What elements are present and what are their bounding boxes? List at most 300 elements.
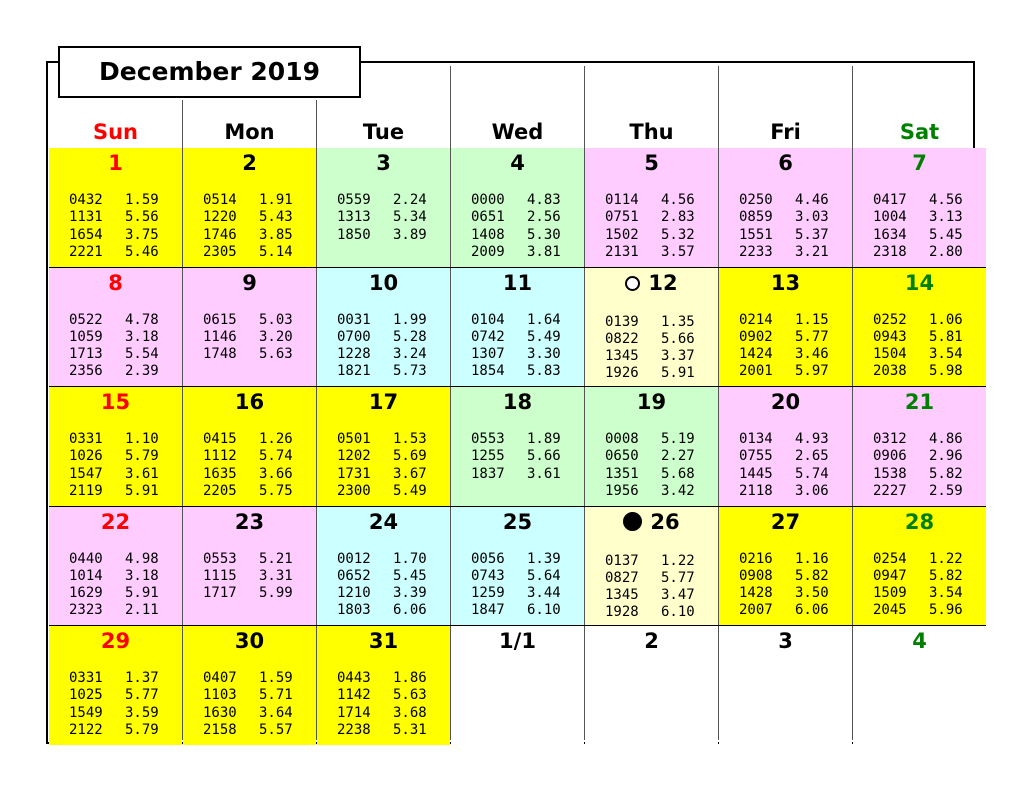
weekday-header-fri: Fri xyxy=(770,120,801,144)
tide-time: 2238 xyxy=(337,721,371,738)
tide-height: 5.66 xyxy=(661,330,695,347)
tide-height: 4.83 xyxy=(527,192,561,208)
tide-row xyxy=(873,568,969,585)
tide-time: 0906 xyxy=(873,448,907,465)
tide-time: 1731 xyxy=(337,465,371,482)
day-label: 27 xyxy=(770,509,801,534)
tide-height: 1.16 xyxy=(795,550,829,567)
tide-time: 1713 xyxy=(69,346,103,363)
tide-height: 2.80 xyxy=(929,243,963,260)
tide-row xyxy=(605,604,701,621)
tide-row xyxy=(69,227,165,244)
tide-height: 5.34 xyxy=(393,209,427,226)
tide-height: 4.86 xyxy=(929,431,963,447)
tide-height: 1.22 xyxy=(661,552,695,569)
week-divider xyxy=(49,625,986,626)
day-cell xyxy=(451,387,584,506)
day-label: 4 xyxy=(912,629,927,653)
tide-row xyxy=(471,568,567,585)
tide-height: 4.78 xyxy=(125,311,159,328)
tide-time: 1538 xyxy=(873,465,907,482)
tide-time: 0440 xyxy=(69,550,103,567)
tide-row xyxy=(873,312,969,329)
day-label: 30 xyxy=(234,629,265,653)
day-label: 20 xyxy=(770,390,801,414)
full-moon-icon xyxy=(625,276,640,291)
tide-list xyxy=(69,192,165,261)
tide-height: 4.98 xyxy=(125,550,159,567)
tide-height: 5.98 xyxy=(929,363,963,380)
tide-row xyxy=(873,585,969,602)
tide-time: 0254 xyxy=(873,550,907,567)
tide-height: 5.37 xyxy=(795,226,829,243)
day-label: 23 xyxy=(234,509,265,534)
tide-row xyxy=(337,568,433,585)
tide-list xyxy=(337,312,433,381)
day-number xyxy=(49,507,182,537)
day-cell xyxy=(183,148,316,267)
day-number xyxy=(317,148,450,178)
tide-height: 5.64 xyxy=(527,567,561,584)
tide-height: 3.37 xyxy=(661,348,695,365)
tide-row xyxy=(739,209,835,226)
tide-row xyxy=(739,312,835,329)
tide-time: 0250 xyxy=(739,192,773,208)
tide-height: 5.49 xyxy=(527,328,561,345)
tide-row xyxy=(337,363,433,380)
day-cell xyxy=(853,626,986,745)
tide-list xyxy=(203,431,299,500)
tide-height: 5.21 xyxy=(259,550,293,567)
tide-row xyxy=(873,483,969,500)
tide-height: 5.79 xyxy=(125,721,159,738)
tide-row xyxy=(873,244,969,261)
tide-row xyxy=(69,329,165,346)
tide-row xyxy=(873,227,969,244)
tide-time: 0822 xyxy=(605,330,639,347)
day-label: 11 xyxy=(502,270,533,295)
weekday-header-sat: Sat xyxy=(899,120,940,144)
tide-list xyxy=(873,192,969,261)
tide-time: 1654 xyxy=(69,226,103,243)
tide-row xyxy=(605,244,701,261)
tide-height: 1.59 xyxy=(259,670,293,686)
tide-height: 2.11 xyxy=(125,602,159,619)
tide-time: 1351 xyxy=(605,465,639,482)
tide-row xyxy=(203,346,299,363)
day-cell xyxy=(451,148,584,267)
tide-time: 1850 xyxy=(337,226,371,243)
tide-row xyxy=(69,363,165,380)
tide-row xyxy=(873,466,969,483)
tide-time: 1821 xyxy=(337,363,371,380)
tide-height: 5.75 xyxy=(259,482,293,499)
tide-height: 6.06 xyxy=(795,602,829,619)
day-label: 22 xyxy=(100,509,131,534)
tide-time: 0522 xyxy=(69,311,103,328)
weekday-header-sun: Sun xyxy=(92,120,139,144)
tide-height: 3.24 xyxy=(393,346,427,363)
tide-time: 2007 xyxy=(739,602,773,619)
tide-time: 2221 xyxy=(69,243,103,260)
day-label: 6 xyxy=(778,151,793,175)
tide-time: 1748 xyxy=(203,346,237,363)
tide-height: 1.91 xyxy=(259,192,293,208)
tide-list xyxy=(605,553,701,622)
tide-time: 0553 xyxy=(471,431,505,447)
tide-list xyxy=(203,192,299,261)
day-cell xyxy=(853,387,986,506)
tide-time: 0012 xyxy=(337,550,371,567)
tide-row xyxy=(203,466,299,483)
tide-time: 1635 xyxy=(203,465,237,482)
tide-height: 5.32 xyxy=(661,226,695,243)
tide-row xyxy=(203,312,299,329)
day-label: 8 xyxy=(108,270,123,295)
tide-height: 6.10 xyxy=(661,604,695,621)
tide-height: 6.06 xyxy=(393,602,427,619)
tide-time: 1549 xyxy=(69,704,103,721)
tide-time: 1228 xyxy=(337,346,371,363)
tide-height: 3.46 xyxy=(795,346,829,363)
tide-height: 1.10 xyxy=(125,431,159,447)
tide-time: 1502 xyxy=(605,226,639,243)
new-moon-icon xyxy=(623,512,642,531)
tide-row xyxy=(605,365,701,382)
day-label: 25 xyxy=(502,509,533,534)
tide-time: 2158 xyxy=(203,721,237,738)
day-cell xyxy=(49,507,182,626)
tide-height: 2.27 xyxy=(661,448,695,465)
tide-height: 2.24 xyxy=(393,192,427,208)
tide-time: 0615 xyxy=(203,311,237,328)
tide-time: 1103 xyxy=(203,687,237,704)
tide-list xyxy=(69,431,165,500)
tide-row xyxy=(69,448,165,465)
tide-time: 1847 xyxy=(471,602,505,619)
tide-time: 0553 xyxy=(203,550,237,567)
tide-time: 1928 xyxy=(605,604,639,621)
tide-time: 2305 xyxy=(203,243,237,260)
tide-time: 1746 xyxy=(203,226,237,243)
day-label: 19 xyxy=(636,390,667,414)
tide-row xyxy=(605,483,701,500)
tide-height: 5.57 xyxy=(259,721,293,738)
tide-time: 1803 xyxy=(337,602,371,619)
week-divider xyxy=(49,386,986,387)
tide-height: 4.93 xyxy=(795,431,829,447)
tide-row xyxy=(337,466,433,483)
tide-height: 3.47 xyxy=(661,587,695,604)
day-cell xyxy=(317,626,450,745)
tide-list xyxy=(69,670,165,739)
day-label: 10 xyxy=(368,270,399,295)
weekday-header-wed: Wed xyxy=(491,120,544,144)
tide-row xyxy=(471,227,567,244)
tide-list xyxy=(69,312,165,381)
day-number xyxy=(719,387,852,417)
tide-time: 1014 xyxy=(69,567,103,584)
day-cell xyxy=(451,268,584,387)
tide-time: 1629 xyxy=(69,585,103,602)
tide-height: 3.59 xyxy=(125,704,159,721)
day-cell xyxy=(317,268,450,387)
tide-time: 1424 xyxy=(739,346,773,363)
tide-time: 2227 xyxy=(873,482,907,499)
tide-height: 3.81 xyxy=(527,243,561,260)
tide-row xyxy=(873,602,969,619)
tide-row xyxy=(739,329,835,346)
tide-time: 2205 xyxy=(203,482,237,499)
tide-height: 1.89 xyxy=(527,431,561,447)
tide-list xyxy=(471,431,567,483)
tide-row xyxy=(203,448,299,465)
tide-list xyxy=(739,551,835,620)
day-label: 17 xyxy=(368,390,399,414)
tide-height: 3.20 xyxy=(259,328,293,345)
weekday-header-mon: Mon xyxy=(224,120,275,144)
tide-list xyxy=(337,670,433,739)
tide-list xyxy=(873,431,969,500)
tide-time: 0415 xyxy=(203,431,237,447)
tide-time: 1504 xyxy=(873,346,907,363)
tide-time: 0514 xyxy=(203,192,237,208)
tide-height: 3.21 xyxy=(795,243,829,260)
day-label: 1/1 xyxy=(499,629,536,653)
day-number xyxy=(719,507,852,537)
tide-time: 0650 xyxy=(605,448,639,465)
tide-height: 5.03 xyxy=(259,311,293,328)
tide-time: 2323 xyxy=(69,602,103,619)
tide-time: 1142 xyxy=(337,687,371,704)
day-number xyxy=(451,626,584,656)
tide-time: 1547 xyxy=(69,465,103,482)
tide-time: 0407 xyxy=(203,670,237,686)
tide-list xyxy=(337,431,433,500)
tide-height: 5.77 xyxy=(795,328,829,345)
tide-row xyxy=(69,585,165,602)
day-cell xyxy=(719,626,852,745)
day-cell xyxy=(49,387,182,506)
tide-height: 5.45 xyxy=(393,567,427,584)
day-number xyxy=(719,268,852,298)
day-label: 2 xyxy=(242,151,257,175)
tide-row xyxy=(337,670,433,687)
tide-row xyxy=(739,363,835,380)
tide-row xyxy=(605,314,701,331)
tide-time: 2001 xyxy=(739,363,773,380)
tide-time: 2318 xyxy=(873,243,907,260)
tide-height: 5.91 xyxy=(125,482,159,499)
tide-height: 5.49 xyxy=(393,482,427,499)
tide-height: 5.96 xyxy=(929,602,963,619)
tide-row xyxy=(337,705,433,722)
day-number xyxy=(585,507,718,537)
tide-row xyxy=(739,551,835,568)
day-number xyxy=(719,626,852,656)
day-label: 9 xyxy=(242,270,257,295)
tide-row xyxy=(69,346,165,363)
weekday-header-thu: Thu xyxy=(629,120,674,144)
tide-time: 1220 xyxy=(203,209,237,226)
day-label: 16 xyxy=(234,390,265,414)
tide-time: 1428 xyxy=(739,585,773,602)
tide-row xyxy=(203,209,299,226)
day-cell xyxy=(585,148,718,267)
tide-time: 1313 xyxy=(337,209,371,226)
tide-time: 1112 xyxy=(203,448,237,465)
tide-list xyxy=(203,670,299,739)
tide-row xyxy=(471,209,567,226)
day-number xyxy=(853,268,986,298)
tide-list xyxy=(337,192,433,244)
tide-height: 3.50 xyxy=(795,585,829,602)
tide-time: 0432 xyxy=(69,192,103,208)
day-label: 28 xyxy=(904,509,935,534)
tide-row xyxy=(873,192,969,209)
day-number xyxy=(451,507,584,537)
tide-list xyxy=(337,551,433,620)
tide-height: 5.77 xyxy=(661,569,695,586)
tide-time: 0000 xyxy=(471,192,505,208)
tide-row xyxy=(203,551,299,568)
tide-time: 0134 xyxy=(739,431,773,447)
day-label: 4 xyxy=(510,151,525,175)
tide-row xyxy=(69,602,165,619)
tide-height: 5.82 xyxy=(929,465,963,482)
tide-time: 1551 xyxy=(739,226,773,243)
tide-row xyxy=(203,431,299,448)
tide-row xyxy=(471,192,567,209)
tide-row xyxy=(337,722,433,739)
day-label: 18 xyxy=(502,390,533,414)
day-number xyxy=(49,626,182,656)
tide-time: 2131 xyxy=(605,243,639,260)
tide-row xyxy=(203,568,299,585)
tide-time: 1854 xyxy=(471,363,505,380)
tide-height: 3.61 xyxy=(527,465,561,482)
tide-list xyxy=(203,551,299,603)
day-cell xyxy=(183,268,316,387)
day-number xyxy=(451,387,584,417)
tide-time: 1026 xyxy=(69,448,103,465)
tide-row xyxy=(605,331,701,348)
tide-time: 1509 xyxy=(873,585,907,602)
tide-time: 2118 xyxy=(739,482,773,499)
tide-row xyxy=(337,227,433,244)
day-number xyxy=(317,268,450,298)
tide-height: 1.59 xyxy=(125,192,159,208)
tide-row xyxy=(203,483,299,500)
tide-row xyxy=(337,329,433,346)
tide-time: 1059 xyxy=(69,328,103,345)
tide-height: 3.18 xyxy=(125,567,159,584)
day-label: 3 xyxy=(376,151,391,175)
tide-row xyxy=(69,192,165,209)
tide-height: 6.10 xyxy=(527,602,561,619)
tide-height: 2.96 xyxy=(929,448,963,465)
tide-height: 3.61 xyxy=(125,465,159,482)
day-number xyxy=(451,148,584,178)
tide-row xyxy=(873,448,969,465)
tide-height: 1.35 xyxy=(661,313,695,330)
day-label: 13 xyxy=(770,270,801,295)
tide-time: 1717 xyxy=(203,585,237,602)
tide-row xyxy=(337,687,433,704)
tide-row xyxy=(873,551,969,568)
tide-height: 3.64 xyxy=(259,704,293,721)
tide-row xyxy=(337,585,433,602)
day-number xyxy=(853,507,986,537)
tide-time: 0501 xyxy=(337,431,371,447)
day-label: 24 xyxy=(368,509,399,534)
tide-row xyxy=(605,448,701,465)
tide-row xyxy=(471,466,567,483)
tide-time: 0902 xyxy=(739,328,773,345)
tide-row xyxy=(69,722,165,739)
tide-height: 5.43 xyxy=(259,209,293,226)
tide-row xyxy=(739,483,835,500)
tide-row xyxy=(337,448,433,465)
tide-time: 0417 xyxy=(873,192,907,208)
tide-height: 5.28 xyxy=(393,328,427,345)
tide-time: 1146 xyxy=(203,328,237,345)
day-number xyxy=(585,148,718,178)
day-label: 14 xyxy=(904,270,935,295)
day-label: 1 xyxy=(108,151,123,175)
tide-height: 5.77 xyxy=(125,687,159,704)
tide-height: 5.19 xyxy=(661,431,695,447)
tide-row xyxy=(739,448,835,465)
tide-row xyxy=(337,192,433,209)
tide-row xyxy=(873,209,969,226)
tide-time: 1634 xyxy=(873,226,907,243)
tide-height: 3.75 xyxy=(125,226,159,243)
tide-height: 1.86 xyxy=(393,670,427,686)
day-cell xyxy=(853,268,986,387)
tide-time: 1408 xyxy=(471,226,505,243)
day-cell xyxy=(853,148,986,267)
tide-list xyxy=(471,551,567,620)
tide-height: 2.83 xyxy=(661,209,695,226)
tide-time: 1025 xyxy=(69,687,103,704)
tide-time: 1210 xyxy=(337,585,371,602)
day-number xyxy=(183,387,316,417)
tide-height: 5.63 xyxy=(259,346,293,363)
tide-row xyxy=(471,448,567,465)
tide-time: 1345 xyxy=(605,348,639,365)
day-cell xyxy=(585,507,718,626)
day-number xyxy=(317,387,450,417)
day-cell xyxy=(585,626,718,745)
day-label: 2 xyxy=(644,629,659,653)
tide-time: 0743 xyxy=(471,567,505,584)
tide-height: 3.57 xyxy=(661,243,695,260)
day-cell xyxy=(49,626,182,745)
tide-row xyxy=(471,312,567,329)
tide-height: 3.85 xyxy=(259,226,293,243)
tide-row xyxy=(69,705,165,722)
tide-height: 2.39 xyxy=(125,363,159,380)
tide-row xyxy=(739,346,835,363)
tide-list xyxy=(471,192,567,261)
day-cell xyxy=(317,507,450,626)
tide-list xyxy=(203,312,299,364)
tide-row xyxy=(337,209,433,226)
tide-row xyxy=(203,244,299,261)
tide-row xyxy=(337,483,433,500)
tide-height: 1.99 xyxy=(393,311,427,328)
